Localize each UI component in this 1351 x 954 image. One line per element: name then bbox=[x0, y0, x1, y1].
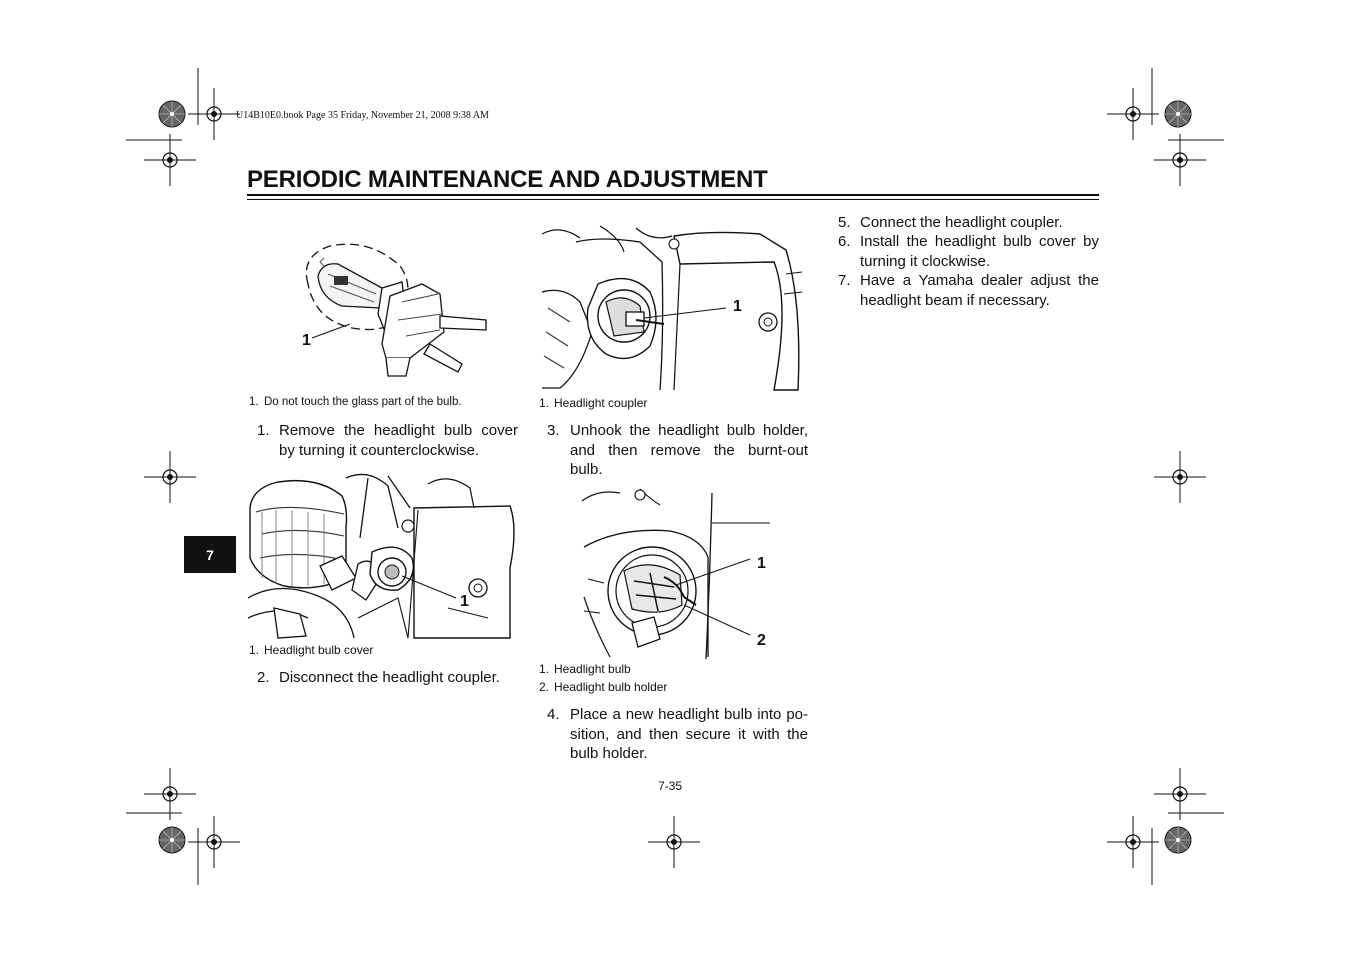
cover-caption-text: Headlight bulb cover bbox=[264, 643, 374, 657]
cover-callout: 1 bbox=[460, 593, 469, 610]
step-7-number: 7. bbox=[838, 272, 851, 289]
step-2-text: Disconnect the headlight coupler. bbox=[279, 669, 500, 686]
holder-caption-1 bbox=[539, 662, 631, 676]
step-4-number: 4. bbox=[547, 706, 560, 723]
step-2-number: 2. bbox=[257, 669, 270, 686]
holder-caption-2-text: Headlight bulb holder bbox=[554, 680, 668, 694]
step-4-text: Place a new headlight bulb into po-sition, and then secure it with the bulb holder. bbox=[570, 706, 808, 762]
page-number: 7-35 bbox=[658, 779, 683, 793]
coupler-caption bbox=[539, 396, 647, 410]
chapter-tab: 7 bbox=[184, 536, 236, 573]
headlight-coupler-illustration bbox=[540, 222, 808, 392]
title-rule-thick bbox=[247, 194, 1099, 196]
step-1-text: Remove the headlight bulb cover by turning it counterclockwise. bbox=[279, 422, 518, 459]
bulb-callout: 1 bbox=[302, 332, 311, 349]
page-title: PERIODIC MAINTENANCE AND ADJUSTMENT bbox=[247, 166, 768, 193]
step-6-text: Install the headlight bulb cover by turning it clockwise. bbox=[860, 233, 1099, 270]
coupler-callout: 1 bbox=[733, 298, 742, 315]
holder-callout-2: 2 bbox=[757, 632, 766, 649]
step-1-number: 1. bbox=[257, 422, 270, 439]
step-6-number: 6. bbox=[838, 233, 851, 250]
holder-caption-1-number: 1. bbox=[539, 662, 550, 676]
bulb-caption-text: Do not touch the glass part of the bulb. bbox=[264, 396, 462, 408]
coupler-caption-text: Headlight coupler bbox=[554, 396, 648, 410]
holder-caption-2-number: 2. bbox=[539, 680, 550, 694]
bulb-caption-number: 1. bbox=[249, 396, 259, 408]
step-5-text: Connect the headlight coupler. bbox=[860, 214, 1063, 231]
cover-caption bbox=[249, 643, 373, 657]
step-7-text: Have a Yamaha dealer adjust the headlight beam if necessary. bbox=[860, 272, 1099, 309]
step-3-number: 3. bbox=[547, 422, 560, 439]
holder-caption-1-text: Headlight bulb bbox=[554, 662, 631, 676]
holder-caption-2 bbox=[539, 680, 667, 694]
bulb-caption bbox=[249, 396, 462, 408]
coupler-caption-number: 1. bbox=[539, 396, 550, 410]
bulb-callout-1: 1 bbox=[757, 555, 766, 572]
title-rule-thin bbox=[247, 199, 1099, 200]
step-3-text: Unhook the headlight bulb holder, and then remove the burnt-out bulb. bbox=[570, 422, 808, 478]
bulb-holder-illustration bbox=[580, 487, 772, 661]
cover-caption-number: 1. bbox=[249, 643, 260, 657]
file-header: U14B10E0.book Page 35 Friday, November 21, 2008 9:38 AM bbox=[236, 110, 489, 121]
headlight-bulb-cover-illustration bbox=[248, 468, 516, 640]
step-5-number: 5. bbox=[838, 214, 851, 231]
halogen-bulb-illustration bbox=[290, 236, 500, 381]
